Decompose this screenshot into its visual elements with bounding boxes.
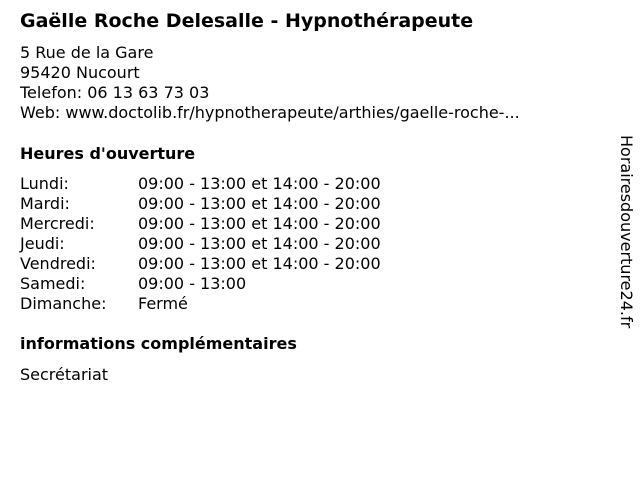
hours-row-friday [20,254,381,274]
hours-row-tuesday [20,194,381,214]
opening-hours-heading: Heures d'ouverture [20,144,196,163]
hours-value: 09:00 - 13:00 et 14:00 - 20:00 [138,174,381,193]
hours-value: 09:00 - 13:00 et 14:00 - 20:00 [138,194,381,213]
hours-row-thursday [20,234,381,254]
hours-value: 09:00 - 13:00 et 14:00 - 20:00 [138,214,381,233]
phone-number: Telefon: 06 13 63 73 03 [20,83,210,102]
hours-row-sunday [20,294,381,314]
day-label: Mercredi: [20,214,95,233]
day-label: Jeudi: [20,234,65,253]
hours-row-wednesday [20,214,381,234]
day-label: Vendredi: [20,254,96,273]
hours-row-saturday [20,274,381,294]
opening-hours-table [20,174,381,314]
day-label: Samedi: [20,274,86,293]
hours-value: 09:00 - 13:00 [138,274,247,293]
day-label: Lundi: [20,174,69,193]
website-url: Web: www.doctolib.fr/hypnotherapeute/arthies/gaelle-roche-... [20,103,520,122]
day-label: Dimanche: [20,294,107,313]
street-address: 5 Rue de la Gare [20,43,154,62]
page-title: Gaëlle Roche Delesalle - Hypnothérapeute [20,10,474,32]
site-watermark: Horairesdouverture24.fr [617,135,636,329]
additional-info-text: Secrétariat [20,365,109,384]
hours-value: 09:00 - 13:00 et 14:00 - 20:00 [138,254,381,273]
additional-info-heading: informations complémentaires [20,334,297,353]
hours-row-monday [20,174,381,194]
day-label: Mardi: [20,194,70,213]
city-postal: 95420 Nucourt [20,63,140,82]
hours-value: Fermé [138,294,188,313]
hours-value: 09:00 - 13:00 et 14:00 - 20:00 [138,234,381,253]
address-block [20,43,520,123]
